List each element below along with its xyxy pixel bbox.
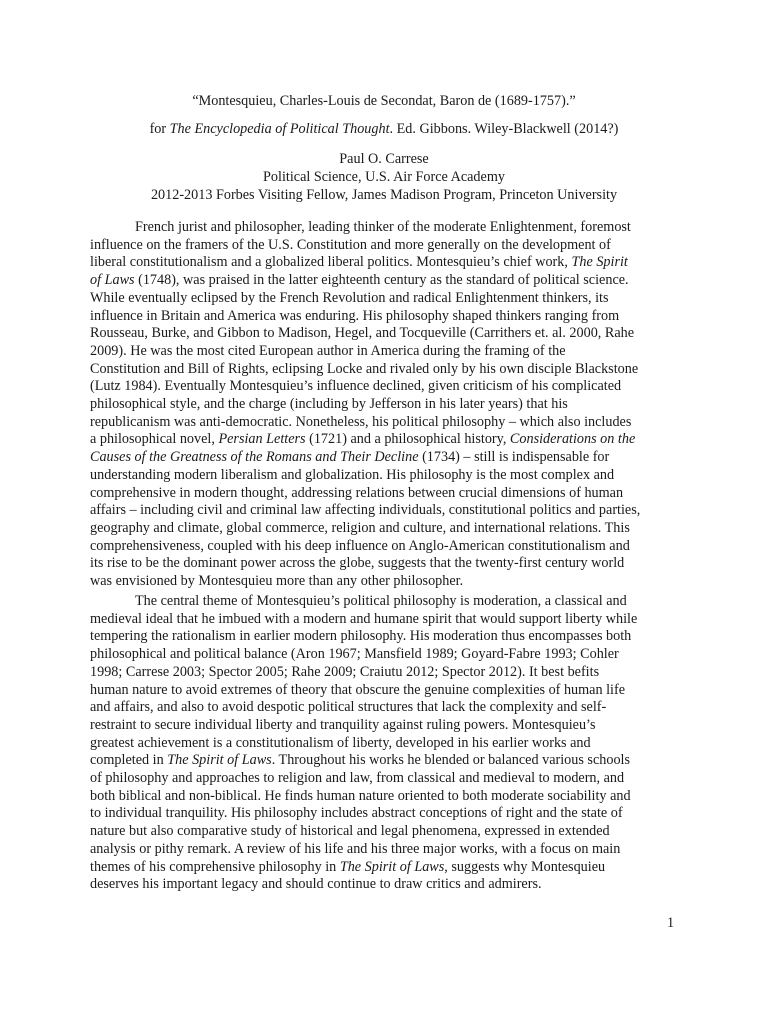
text-run: themes of his comprehensive philosophy in: [90, 858, 340, 875]
text-run: liberal constitutionalism and a globalized liberal politics. Montesquieu’s chief work,: [90, 254, 572, 271]
author-name: Paul O. Carrese: [339, 151, 429, 167]
book-title: Causes of the Greatness of the Romans and Their Decline: [90, 449, 419, 466]
text-line: greatest achievement is a constitutionalism of liberty, developed in his earlier works and: [90, 734, 591, 751]
text-line: nature but also comparative study of historical and legal phenomena, expressed in extended: [90, 823, 610, 840]
text-line: [90, 431, 680, 449]
text-line: [90, 254, 680, 272]
text-line: philosophical style, and the charge (including by Jefferson in his later years) that his: [90, 396, 568, 413]
text-line: and affairs, and also to avoid despotic political structures that lack the complexity and self-: [90, 699, 607, 716]
text-run: . Throughout his works he blended or balanced various schools: [271, 752, 630, 769]
text-line: deserves his important legacy and should continue to draw critics and admirers.: [90, 876, 542, 893]
author-affiliation: Political Science, U.S. Air Force Academy: [263, 169, 505, 185]
text-line: of philosophy and approaches to religion and law, from classical and medieval to modern, and: [90, 770, 625, 787]
source-suffix: . Ed. Gibbons. Wiley-Blackwell (2014?): [389, 121, 619, 137]
text-line: affairs – including civil and criminal law affecting individuals, constitutional politics and parties,: [90, 502, 641, 519]
text-line: medieval ideal that he imbued with a modern and humane spirit that would support liberty while: [90, 610, 638, 627]
book-title: The Spirit of Laws: [339, 858, 445, 875]
text-run: (1734) – still is indispensable for: [418, 449, 610, 466]
text-line: was envisioned by Montesquieu more than any other philosopher.: [90, 573, 464, 590]
paragraph-introduction: [90, 219, 680, 591]
text-line: [90, 859, 680, 877]
text-line: 2009). He was the most cited European author in America during the framing of the: [90, 342, 566, 359]
text-line: Constitution and Bill of Rights, eclipsing Locke and rivaled only by his own disciple Blackstone: [90, 360, 639, 377]
text-line: influence on the framers of the U.S. Constitution and more generally on the development of: [90, 236, 611, 253]
text-line: geography and climate, global commerce, religion and culture, and international relations. This: [90, 519, 630, 536]
book-title: Persian Letters: [218, 431, 306, 448]
text-line: restraint to secure individual liberty and tranquility against ruling powers. Montesquieu’s: [90, 716, 596, 733]
text-run: (1721) and a philosophical history,: [305, 431, 510, 448]
text-line: Rousseau, Burke, and Gibbon to Madison, Hegel, and Tocqueville (Carrithers et. al. 2000, Rahe: [90, 325, 635, 342]
text-line: its rise to be the dominant power across the globe, suggests that the twenty-first century world: [90, 555, 625, 572]
article-title: “Montesquieu, Charles-Louis de Secondat, Baron de (1689-1757).”: [192, 93, 576, 109]
text-line: comprehensiveness, coupled with his deep influence on Anglo-American constitutionalism and: [90, 537, 630, 554]
text-run: , suggests why Montesquieu: [444, 858, 606, 875]
book-title: The Spirit: [571, 254, 628, 271]
text-line: [90, 272, 680, 290]
text-line: philosophical and political balance (Aron 1967; Mansfield 1989; Goyard-Fabre 1993; Cohler: [90, 646, 619, 663]
text-run: a philosophical novel,: [90, 431, 219, 448]
text-line: (Lutz 1984). Eventually Montesquieu’s influence declined, given criticism of his complicated: [90, 378, 622, 395]
text-line: comprehensive in modern thought, addressing relations between crucial dimensions of human: [90, 484, 624, 501]
page-number: 1: [667, 915, 675, 931]
text-run: completed in: [90, 752, 168, 769]
text-line: 1998; Carrese 2003; Spector 2005; Rahe 2009; Craiutu 2012; Spector 2012). It best befits: [90, 663, 600, 680]
text-line: tempering the rationalism in earlier modern philosophy. His moderation thus encompasses both: [90, 628, 632, 645]
text-line: analysis or pithy remark. A review of his life and his three major works, with a focus on main: [90, 840, 621, 857]
source-book-title: The Encyclopedia of Political Thought: [169, 121, 390, 137]
book-title: Considerations on the: [509, 431, 636, 448]
book-title: The Spirit of Laws: [167, 752, 272, 769]
text-line: understanding modern liberalism and globalization. His philosophy is the most complex and: [90, 466, 615, 483]
book-title: of Laws: [90, 272, 135, 289]
text-line: While eventually eclipsed by the French Revolution and radical Enlightenment thinkers, its: [90, 289, 609, 306]
text-line: [90, 752, 680, 770]
paragraph-central-theme: [90, 593, 680, 894]
text-line: to individual tranquility. His philosophy includes abstract conceptions of right and the state of: [90, 805, 623, 822]
text-line: French jurist and philosopher, leading thinker of the moderate Enlightenment, foremost: [135, 219, 631, 235]
text-line: human nature to avoid extremes of theory that obscure the genuine complexities of human life: [90, 681, 626, 698]
text-line: republicanism was anti-democratic. Nonetheless, his political philosophy – which also includes: [90, 413, 632, 430]
text-line: both biblical and non-biblical. He finds human nature oriented to both moderate sociability and: [90, 787, 631, 804]
source-prefix: for: [149, 121, 170, 137]
text-line: The central theme of Montesquieu’s political philosophy is moderation, a classical and: [135, 593, 627, 609]
text-run: (1748), was praised in the latter eighteenth century as the standard of political science.: [134, 272, 629, 289]
author-fellowship: 2012-2013 Forbes Visiting Fellow, James Madison Program, Princeton University: [150, 187, 618, 203]
publication-source: [0, 120, 768, 138]
text-line: [90, 449, 680, 467]
text-line: influence in Britain and America was enduring. His philosophy shaped thinkers ranging from: [90, 307, 620, 324]
